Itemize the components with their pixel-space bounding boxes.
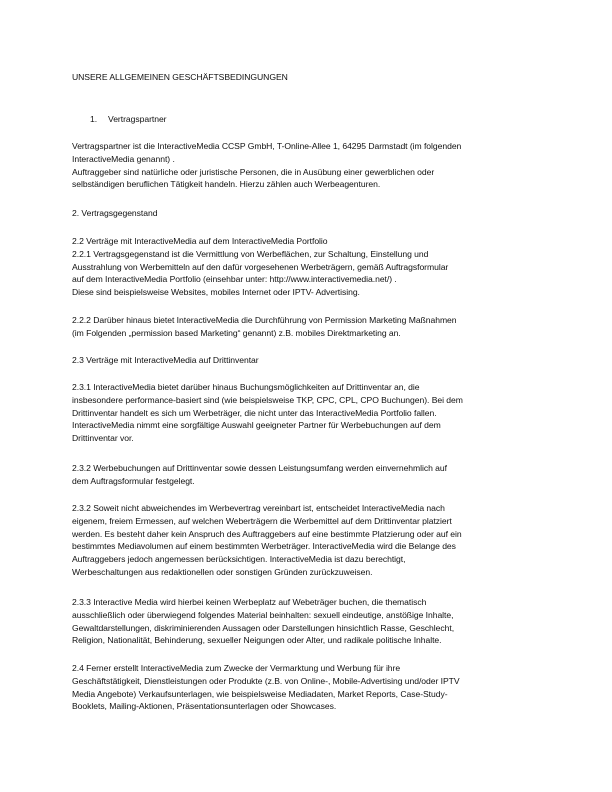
text-line: InteractiveMedia genannt) . bbox=[72, 153, 175, 164]
heading-2-3 bbox=[72, 354, 552, 367]
section-1-heading bbox=[90, 114, 166, 124]
text-line: Media Angebote) Verkaufsunterlagen, wie beispielsweise Mediadaten, Market Reports, Case-Study- bbox=[72, 688, 448, 699]
paragraph-2-2-2 bbox=[72, 314, 552, 340]
heading-line: 2.3 Verträge mit InteractiveMedia auf Drittinventar bbox=[72, 355, 259, 365]
text-line: Religion, Nationalität, Behinderung, sexueller Neigungen oder Alter, und radikale politische Inhalte. bbox=[72, 635, 442, 646]
text-line: insbesondere performance-basiert sind (wie beispielsweise TKP, CPC, CPL, CPO Buchungen). Bei dem bbox=[72, 394, 463, 405]
text-line: ausschließlich oder überwiegend folgendes Material beinhalten: sexuell eindeutige, anstößige Inhalte, bbox=[72, 609, 454, 620]
text-line: Auftraggeber sind natürliche oder juristische Personen, die in Ausübung einer gewerblichen oder bbox=[72, 166, 435, 177]
heading-line: 2. Vertragsgegenstand bbox=[72, 208, 158, 218]
text-line: Vertragspartner ist die InteractiveMedia CCSP GmbH, T-Online-Allee 1, 64295 Darmstadt (im folgenden bbox=[72, 141, 462, 151]
text-line: 2.2.2 Darüber hinaus bietet InteractiveMedia die Durchführung von Permission Marketing Maßnahmen bbox=[72, 315, 457, 325]
text-line: 2.2 Verträge mit InteractiveMedia auf dem InteractiveMedia Portfolio bbox=[72, 236, 328, 246]
paragraph-2-3-2b bbox=[72, 502, 552, 579]
text-line: InteractiveMedia nimmt eine sorgfältige Auswahl geeigneter Partner für Werbebuchungen auf dem bbox=[72, 420, 441, 431]
text-line: 2.3.2 Soweit nicht abweichendes im Werbevertrag vereinbart ist, entscheidet InteractiveMedia nach bbox=[72, 503, 445, 513]
section-1-title: Vertragspartner bbox=[108, 114, 167, 124]
text-line: Ausstrahlung von Werbemitteln auf den dafür vorgesehenen Werbeträgern, gemäß Auftragsformular bbox=[72, 261, 449, 272]
text-line: Booklets, Mailing-Aktionen, Präsentationsunterlagen oder Showcases. bbox=[72, 701, 337, 712]
text-line: dem Auftragsformular festgelegt. bbox=[72, 475, 195, 486]
section-1-paragraph bbox=[72, 140, 552, 191]
text-line: 2.2.1 Vertragsgegenstand ist die Vermittlung von Werbeflächen, zur Schaltung, Einstellung und bbox=[72, 248, 429, 259]
paragraph-2-3-1 bbox=[72, 381, 552, 445]
paragraph-2-2 bbox=[72, 235, 552, 299]
text-line: Diese sind beispielsweise Websites, mobiles Internet oder IPTV- Advertising. bbox=[72, 287, 360, 298]
document-title: UNSERE ALLGEMEINEN GESCHÄFTSBEDINGUNGEN bbox=[72, 72, 288, 82]
section-1-number: 1. bbox=[90, 114, 98, 124]
text-line: 2.3.1 InteractiveMedia bietet darüber hinaus Buchungsmöglichkeiten auf Drittinventar an, die bbox=[72, 382, 420, 392]
paragraph-2-3-2a bbox=[72, 462, 552, 488]
text-line: auf dem InteractiveMedia Portfolio (einsehbar unter: http://www.interactivemedia.net/) . bbox=[72, 274, 397, 285]
text-line: 2.3.2 Werbebuchungen auf Drittinventar sowie dessen Leistungsumfang werden einvernehmlich auf bbox=[72, 463, 447, 473]
text-line: Geschäftstätigkeit, Dienstleistungen oder Produkte (z.B. von Online-, Mobile-Advertising und/oder IPTV bbox=[72, 675, 460, 686]
text-line: bestimmtes Mediavolumen auf einem bestimmten Werbeträger. InteractiveMedia wird die Belange des bbox=[72, 541, 456, 552]
text-line: werden. Es besteht daher kein Anspruch des Auftraggebers auf eine bestimmte Platzierung oder auf ein bbox=[72, 528, 462, 539]
text-line: Drittinventar handelt es sich um Werbeträger, die nicht unter das InteractiveMedia Portfolio fallen. bbox=[72, 407, 437, 418]
section-2-heading bbox=[72, 207, 552, 220]
text-line: eigenem, freiem Ermessen, auf welchen Weberträgern die Werbemittel auf dem Drittinventar platziert bbox=[72, 515, 452, 526]
text-line: Auftraggebers jedoch angemessen berücksichtigen. InteractiveMedia ist dazu berechtigt, bbox=[72, 554, 406, 565]
text-line: Gewaltdarstellungen, diskriminierenden Aussagen oder Darstellungen hinsichtlich Rasse, Geschlecht, bbox=[72, 622, 455, 633]
text-line: Werbeschaltungen aus redaktionellen oder sonstigen Gründen zurückzuweisen. bbox=[72, 566, 373, 577]
paragraph-2-4 bbox=[72, 662, 552, 713]
text-line: Drittinventar vor. bbox=[72, 433, 134, 444]
paragraph-2-3-3 bbox=[72, 596, 552, 647]
text-line: selbständigen beruflichen Tätigkeit handeln. Hierzu zählen auch Werbeagenturen. bbox=[72, 179, 381, 190]
text-line: 2.3.3 Interactive Media wird hierbei keinen Werbeplatz auf Webeträger buchen, die thematisch bbox=[72, 597, 427, 607]
text-line: (im Folgenden „permission based Marketing“ genannt) z.B. mobiles Direktmarketing an. bbox=[72, 327, 401, 338]
text-line: 2.4 Ferner erstellt InteractiveMedia zum Zwecke der Vermarktung und Werbung für ihre bbox=[72, 663, 401, 673]
